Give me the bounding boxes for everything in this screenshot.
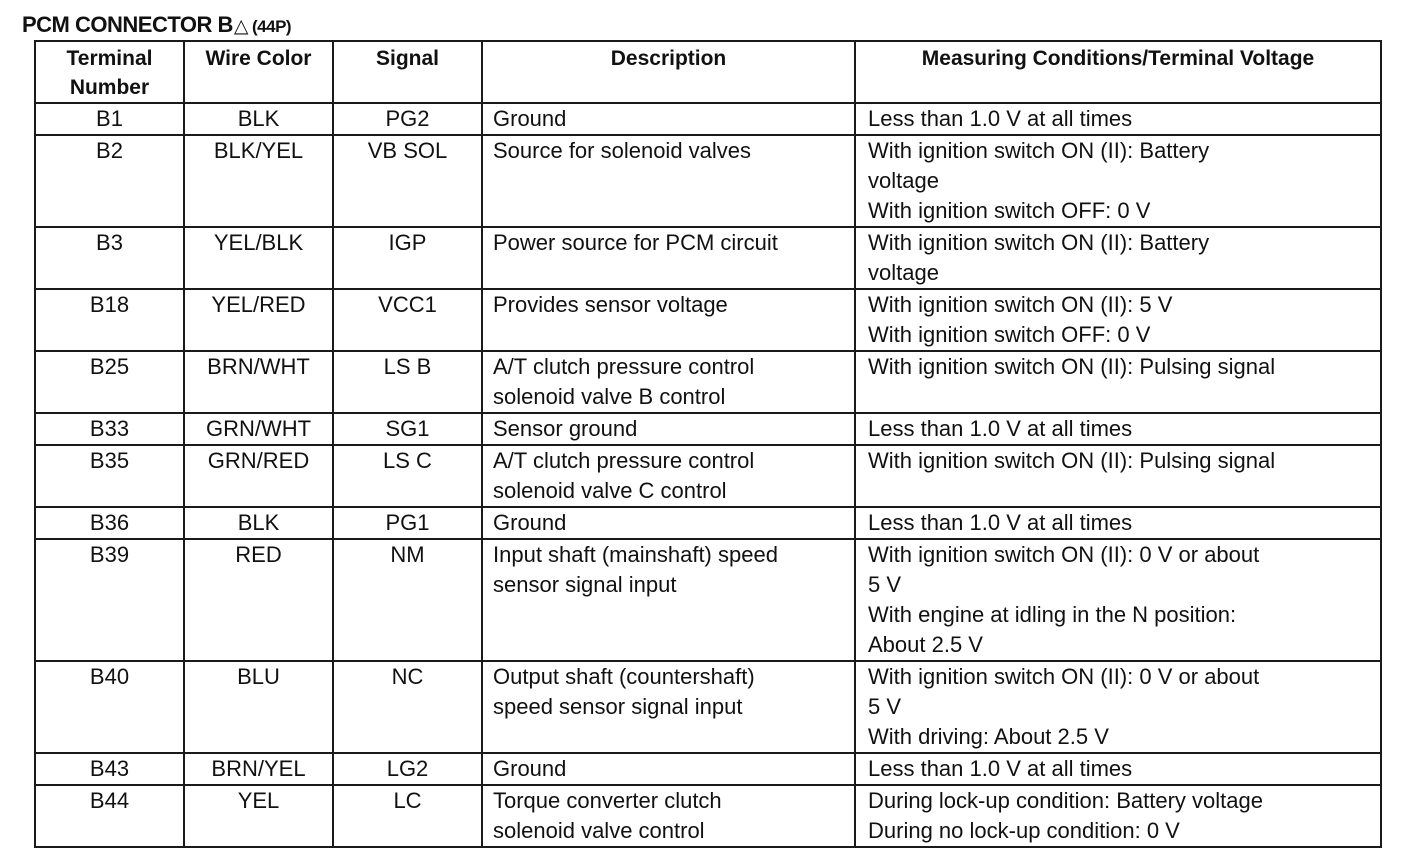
conditions-cell-line: With ignition switch ON (II): 0 V or about: [868, 542, 1260, 567]
signal-cell: LS C: [333, 445, 482, 507]
terminal-cell: B33: [35, 413, 184, 445]
description-cell: [482, 413, 855, 445]
terminal-cell: B18: [35, 289, 184, 351]
conditions-cell-line: voltage: [868, 260, 939, 285]
wire-color-cell: YEL/RED: [184, 289, 333, 351]
signal-cell: LS B: [333, 351, 482, 413]
pcm-connector-table: [34, 40, 1382, 848]
table-row: [35, 227, 1381, 289]
description-cell: [482, 785, 855, 847]
conditions-cell: [855, 103, 1381, 135]
description-cell-line: sensor signal input: [493, 572, 677, 597]
conditions-cell-line: With ignition switch OFF: 0 V: [868, 322, 1151, 347]
terminal-cell: B36: [35, 507, 184, 539]
table-body: [35, 103, 1381, 847]
signal-cell: LC: [333, 785, 482, 847]
conditions-cell: [855, 227, 1381, 289]
terminal-cell: B40: [35, 661, 184, 753]
conditions-cell-line: With ignition switch ON (II): Pulsing signal: [868, 354, 1276, 379]
conditions-cell: [855, 539, 1381, 661]
table-row: [35, 539, 1381, 661]
signal-cell: PG1: [333, 507, 482, 539]
wire-color-cell: BRN/WHT: [184, 351, 333, 413]
conditions-cell: [855, 413, 1381, 445]
conditions-cell-line: With ignition switch ON (II): 0 V or about: [868, 664, 1260, 689]
signal-cell: PG2: [333, 103, 482, 135]
conditions-cell-line: voltage: [868, 168, 939, 193]
description-cell-line: A/T clutch pressure control: [493, 448, 755, 473]
document-title: [22, 12, 291, 38]
signal-cell: SG1: [333, 413, 482, 445]
description-cell-line: solenoid valve control: [493, 818, 705, 843]
conditions-cell-line: With ignition switch OFF: 0 V: [868, 198, 1151, 223]
header-wire-color: Wire Color: [184, 41, 333, 103]
description-cell-line: Ground: [493, 756, 567, 781]
description-cell-line: Input shaft (mainshaft) speed: [493, 542, 778, 567]
conditions-cell-line: Less than 1.0 V at all times: [868, 416, 1133, 441]
table-row: [35, 351, 1381, 413]
description-cell: [482, 351, 855, 413]
description-cell-line: A/T clutch pressure control: [493, 354, 755, 379]
table-row: [35, 785, 1381, 847]
conditions-cell: [855, 289, 1381, 351]
conditions-cell-line: Less than 1.0 V at all times: [868, 106, 1133, 131]
terminal-cell: B2: [35, 135, 184, 227]
table-row: [35, 507, 1381, 539]
description-cell-line: Power source for PCM circuit: [493, 230, 778, 255]
signal-cell: IGP: [333, 227, 482, 289]
header-description: Description: [482, 41, 855, 103]
signal-cell: NM: [333, 539, 482, 661]
header-row: [35, 41, 1381, 103]
conditions-cell-line: Less than 1.0 V at all times: [868, 756, 1133, 781]
wire-color-cell: BLK: [184, 507, 333, 539]
wire-color-cell: BRN/YEL: [184, 753, 333, 785]
signal-cell: LG2: [333, 753, 482, 785]
wire-color-cell: BLK/YEL: [184, 135, 333, 227]
terminal-cell: B25: [35, 351, 184, 413]
description-cell-line: Output shaft (countershaft): [493, 664, 755, 689]
wire-color-cell: YEL/BLK: [184, 227, 333, 289]
conditions-cell: [855, 135, 1381, 227]
description-cell-line: Sensor ground: [493, 416, 638, 441]
description-cell: [482, 539, 855, 661]
header-measuring-conditions: Measuring Conditions/Terminal Voltage: [855, 41, 1381, 103]
terminal-cell: B35: [35, 445, 184, 507]
header-signal: Signal: [333, 41, 482, 103]
conditions-cell: [855, 661, 1381, 753]
description-cell: [482, 289, 855, 351]
description-cell: [482, 135, 855, 227]
conditions-cell-line: With ignition switch ON (II): Battery: [868, 230, 1210, 255]
table-row: [35, 661, 1381, 753]
table-row: [35, 413, 1381, 445]
conditions-cell-line: With engine at idling in the N position:: [868, 602, 1237, 627]
description-cell: [482, 227, 855, 289]
wire-color-cell: GRN/RED: [184, 445, 333, 507]
conditions-cell-line: During lock-up condition: Battery voltage: [868, 788, 1263, 813]
table-row: [35, 135, 1381, 227]
pin-count: (44P): [252, 17, 292, 36]
conditions-cell-line: 5 V: [868, 572, 902, 597]
description-cell-line: Torque converter clutch: [493, 788, 722, 813]
description-cell: [482, 661, 855, 753]
conditions-cell-line: With ignition switch ON (II): Battery: [868, 138, 1210, 163]
description-cell-line: Provides sensor voltage: [493, 292, 728, 317]
terminal-cell: B3: [35, 227, 184, 289]
description-cell-line: solenoid valve C control: [493, 478, 727, 503]
conditions-cell-line: Less than 1.0 V at all times: [868, 510, 1133, 535]
description-cell-line: Ground: [493, 510, 567, 535]
conditions-cell-line: During no lock-up condition: 0 V: [868, 818, 1180, 843]
description-cell: [482, 753, 855, 785]
wire-color-cell: BLK: [184, 103, 333, 135]
description-cell-line: Ground: [493, 106, 567, 131]
conditions-cell: [855, 507, 1381, 539]
wire-color-cell: YEL: [184, 785, 333, 847]
wire-color-cell: BLU: [184, 661, 333, 753]
description-cell-line: speed sensor signal input: [493, 694, 743, 719]
terminal-cell: B39: [35, 539, 184, 661]
conditions-cell-line: About 2.5 V: [868, 632, 983, 657]
table-row: [35, 289, 1381, 351]
header-terminal-number: Terminal Number: [35, 41, 184, 103]
conditions-cell-line: 5 V: [868, 694, 902, 719]
table-row: [35, 445, 1381, 507]
description-cell: [482, 445, 855, 507]
table-row: [35, 103, 1381, 135]
signal-cell: VCC1: [333, 289, 482, 351]
terminal-cell: B44: [35, 785, 184, 847]
conditions-cell-line: With ignition switch ON (II): 5 V: [868, 292, 1173, 317]
table-row: [35, 753, 1381, 785]
conditions-cell: [855, 445, 1381, 507]
terminal-cell: B43: [35, 753, 184, 785]
conditions-cell-line: With ignition switch ON (II): Pulsing signal: [868, 448, 1276, 473]
conditions-cell: [855, 753, 1381, 785]
description-cell: [482, 507, 855, 539]
title-text: PCM CONNECTOR B: [22, 12, 233, 37]
description-cell: [482, 103, 855, 135]
wire-color-cell: RED: [184, 539, 333, 661]
terminal-cell: B1: [35, 103, 184, 135]
description-cell-line: solenoid valve B control: [493, 384, 726, 409]
conditions-cell: [855, 351, 1381, 413]
signal-cell: VB SOL: [333, 135, 482, 227]
description-cell-line: Source for solenoid valves: [493, 138, 752, 163]
signal-cell: NC: [333, 661, 482, 753]
wire-color-cell: GRN/WHT: [184, 413, 333, 445]
triangle-icon: △: [233, 16, 249, 37]
conditions-cell-line: With driving: About 2.5 V: [868, 724, 1109, 749]
conditions-cell: [855, 785, 1381, 847]
